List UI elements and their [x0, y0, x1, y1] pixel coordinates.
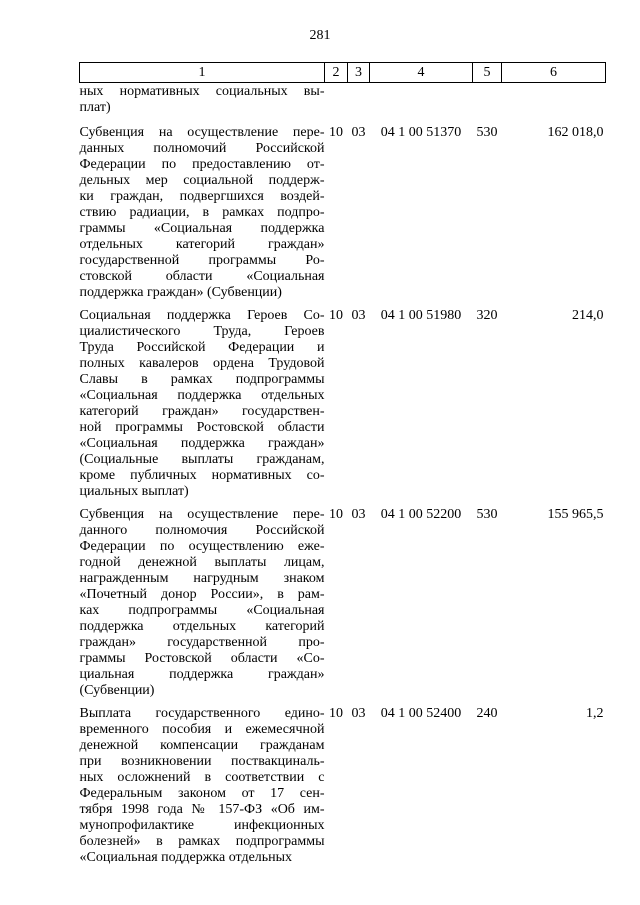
description-line: «Почетный донор России», в рам- — [79, 587, 325, 602]
page-number: 281 — [309, 28, 331, 43]
amount-value: 162 018,0 — [547, 125, 604, 140]
description-line: циальная поддержка граждан» — [79, 667, 325, 682]
subsection-code: 03 — [351, 706, 366, 721]
description-line: данных полномочий Российской — [79, 141, 325, 156]
column-header: 1 — [80, 63, 325, 83]
description-line: Субвенция на осуществление пере- — [79, 125, 325, 140]
expense-type-code: 530 — [476, 507, 498, 522]
amount-value: 155 965,5 — [547, 507, 604, 522]
description-line: Труда Российской Федерации и — [79, 340, 325, 355]
description-line: Федерации по предоставлению от- — [79, 157, 325, 172]
description-line: циалистического Труда, Героев — [79, 324, 325, 339]
table-row — [80, 507, 606, 706]
description-line: поддержка отдельных категорий — [79, 619, 325, 634]
description-line: мунопрофилактике инфекционных — [79, 818, 325, 833]
column-header: 2 — [325, 63, 348, 83]
description-line: «Социальная поддержка отдельных — [79, 850, 293, 865]
description-line: Славы в рамках подпрограммы — [79, 372, 325, 387]
table-header-row — [80, 63, 606, 83]
column-header: 4 — [370, 63, 473, 83]
description-line: поддержка граждан» (Субвенции) — [79, 285, 282, 300]
row-description — [80, 83, 325, 126]
description-line: «Социальная поддержка отдельных — [79, 388, 325, 403]
description-line: денежной компенсации гражданам — [79, 738, 325, 753]
description-line: ки граждан, подвергшихся воздей- — [79, 189, 325, 204]
row-description — [80, 125, 325, 308]
expense-type-code: 240 — [476, 706, 498, 721]
section-code: 10 — [329, 125, 343, 140]
subsection-code: 03 — [351, 507, 366, 522]
description-line: данного полномочия Российской — [79, 523, 325, 538]
section-code: 10 — [329, 706, 343, 721]
expense-type-code: 530 — [476, 125, 498, 140]
description-line: ках подпрограммы «Социальная — [79, 603, 325, 618]
column-header: 6 — [502, 63, 606, 83]
amount-value: 1,2 — [586, 706, 604, 721]
subsection-code: 03 — [351, 125, 366, 140]
amount-value — [502, 83, 606, 126]
description-line: временного пособия и ежемесячной — [79, 722, 325, 737]
description-line: кроме публичных нормативных со- — [79, 468, 325, 483]
table-row — [80, 308, 606, 507]
description-line: (Социальные выплаты гражданам, — [79, 452, 325, 467]
description-line: тября 1998 года № 157-ФЗ «Об им- — [79, 802, 325, 817]
section-code: 10 — [329, 308, 343, 323]
description-line: отдельных категорий граждан» — [79, 237, 325, 252]
amount-value: 214,0 — [572, 308, 604, 323]
description-line: награжденным нагрудным знаком — [79, 571, 325, 586]
table-row — [80, 83, 606, 126]
table-row — [80, 706, 606, 866]
description-line: стовской области «Социальная — [79, 269, 325, 284]
column-header: 3 — [348, 63, 370, 83]
description-line: ствию радиации, в рамках подпро- — [79, 205, 325, 220]
target-article-code: 04 1 00 51980 — [380, 308, 462, 323]
subsection-code — [348, 83, 370, 126]
row-description — [80, 706, 325, 866]
subsection-code: 03 — [351, 308, 366, 323]
description-line: полных кавалеров ордена Трудовой — [79, 356, 325, 371]
description-line: граждан» государственной про- — [79, 635, 325, 650]
row-description — [80, 507, 325, 706]
description-line: годной денежной выплаты лицам, — [79, 555, 325, 570]
description-line: циальных выплат) — [79, 484, 189, 499]
target-article-code — [370, 83, 473, 126]
target-article-code: 04 1 00 52400 — [380, 706, 462, 721]
description-line: государственной программы Ро- — [79, 253, 325, 268]
budget-table — [79, 62, 606, 866]
description-line: Выплата государственного едино- — [79, 706, 325, 721]
expense-type-code: 320 — [476, 308, 498, 323]
description-line: граммы Ростовской области «Со- — [79, 651, 325, 666]
table-row — [80, 125, 606, 308]
description-line: категорий граждан» государствен- — [79, 404, 325, 419]
description-line: болезней» в рамках подпрограммы — [79, 834, 325, 849]
description-line: Федерации по осуществлению еже- — [79, 539, 325, 554]
column-header: 5 — [473, 63, 502, 83]
description-line: Социальная поддержка Героев Со- — [79, 308, 325, 323]
description-line: плат) — [79, 100, 111, 115]
description-line: ных осложнений в соответствии с — [79, 770, 325, 785]
description-line: граммы «Социальная поддержка — [79, 221, 325, 236]
description-line: Федеральным законом от 17 сен- — [79, 786, 325, 801]
section-code — [325, 83, 348, 126]
description-line: при возникновении поствакциналь- — [79, 754, 325, 769]
description-line: ной программы Ростовской области — [79, 420, 325, 435]
description-line: ных нормативных социальных вы- — [79, 84, 325, 99]
description-line: «Социальная поддержка граждан» — [79, 436, 325, 451]
description-line: (Субвенции) — [79, 683, 155, 698]
section-code: 10 — [329, 507, 343, 522]
target-article-code: 04 1 00 52200 — [380, 507, 462, 522]
row-description — [80, 308, 325, 507]
description-line: дельных мер социальной поддерж- — [79, 173, 325, 188]
table-body — [80, 83, 606, 867]
target-article-code: 04 1 00 51370 — [380, 125, 462, 140]
expense-type-code — [473, 83, 502, 126]
description-line: Субвенция на осуществление пере- — [79, 507, 325, 522]
